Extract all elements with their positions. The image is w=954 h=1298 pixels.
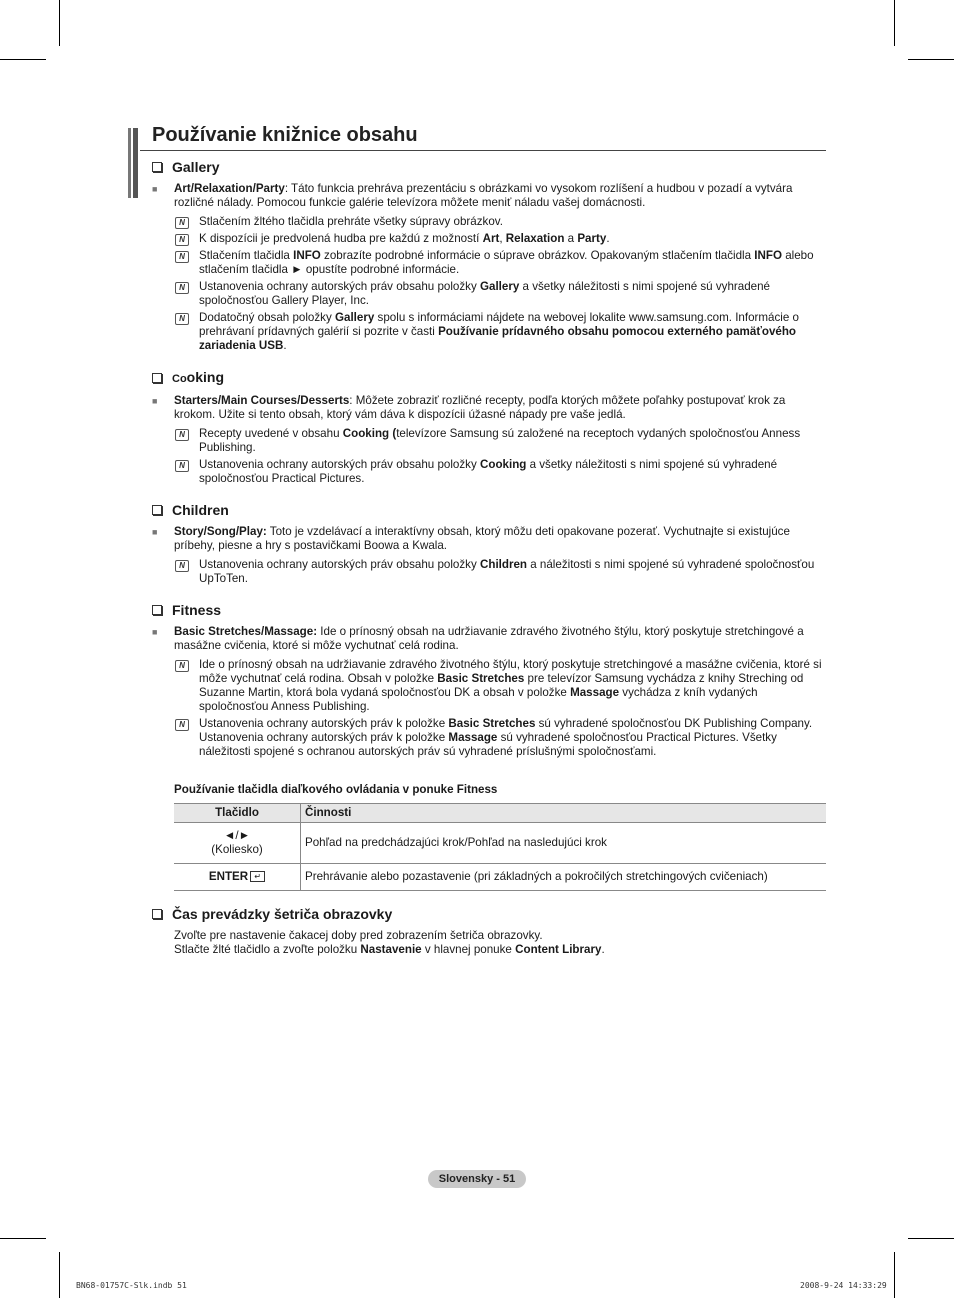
crop-mark	[0, 59, 46, 60]
note: N Recepty uvedené v obsahu Cooking (televízore Samsung sú založené na receptoch vydaných spoločnosťou Anness Publishing.	[174, 427, 826, 455]
list-item: ■ Story/Song/Play: Toto je vzdelávací a interaktívny obsah, ktorý môžu deti opakovane pozerať. Vychutnajte si existujúce príbehy, piesne a hry s postavičkami Boowa a Kwala.	[152, 525, 790, 552]
table-row	[174, 864, 826, 891]
section-heading-cooking: Cooking	[152, 370, 826, 386]
column-header: Činnosti	[301, 804, 827, 823]
paragraph: Stlačte žlté tlačidlo a zvoľte položku Nastavenie v hlavnej ponuke Content Library.	[174, 943, 605, 956]
note-icon: N	[175, 282, 189, 294]
paragraph: Zvoľte pre nastavenie čakacej doby pred zobrazením šetriča obrazovky.	[174, 929, 543, 942]
note-icon: N	[175, 251, 189, 263]
print-info-left: BN68-01757C-Slk.indb 51	[76, 1281, 187, 1290]
note-icon: N	[175, 660, 189, 672]
table-row	[174, 823, 826, 864]
list-item: ■ Basic Stretches/Massage: Ide o prínosný obsah na udržiavanie zdravého životného štýlu, ktorý poskytuje stretchingové a masážne cvičenia, ktoré si môže vychutnať celá rodina.	[152, 625, 804, 652]
crop-mark	[59, 0, 60, 46]
checkbox-icon	[152, 909, 162, 919]
title-side-bar	[133, 128, 138, 198]
note: N Ide o prínosný obsah na udržiavanie zdravého životného štýlu, ktorý poskytuje stretchingové a masážne cvičenia, ktoré si môže vychutnať celá rodina. Obsah v položke Basic Stretches pre televízor Samsung vychádza z knihy Streching od Suzanne Martin, ktorá bola vydaná spoločnosťou DK a obsah v položke Massage vychádza z kníh vydaných spoločnosťou Anness Publishing.	[174, 658, 826, 714]
checkbox-icon	[152, 605, 162, 615]
note-icon: N	[175, 217, 189, 229]
table-cell: Prehrávanie alebo pozastavenie (pri základných a pokročilých stretchingových cvičeniach)	[301, 864, 827, 891]
note: N Stlačením žltého tlačidla prehráte všetky súpravy obrázkov.	[174, 215, 826, 229]
note-icon: N	[175, 234, 189, 246]
note-icon: N	[175, 719, 189, 731]
note-icon: N	[175, 560, 189, 572]
note-icon: N	[175, 460, 189, 472]
table-header-row	[174, 804, 826, 823]
page-number-badge: Slovensky - 51	[428, 1170, 526, 1188]
column-header: Tlačidlo	[174, 804, 301, 823]
table-cell: Pohľad na predchádzajúci krok/Pohľad na nasledujúci krok	[301, 823, 827, 864]
print-info-right: 2008-9-24 14:33:29	[800, 1281, 887, 1290]
table-cell: ◄/► (Koliesko)	[174, 823, 301, 864]
section-heading-fitness: Fitness	[152, 603, 826, 617]
section-heading-screensaver: Čas prevádzky šetriča obrazovky	[152, 907, 826, 921]
square-bullet-icon: ■	[152, 396, 158, 406]
list-item: ■ Art/Relaxation/Party: Táto funkcia prehráva prezentáciu s obrázkami vo vysokom rozlíšení a hudbou v pozadí a vytvára rozličné nálady. Pomocou funkcie galérie televízora môžete meniť náladu vašej domácnosti.	[152, 182, 793, 209]
square-bullet-icon: ■	[152, 184, 158, 194]
remote-control-table	[174, 803, 826, 891]
table-cell: ENTER ↵	[174, 864, 301, 891]
note: N Ustanovenia ochrany autorských práv obsahu položky Cooking a všetky náležitosti s nimi spojené sú vyhradené spoločnosťou Practical Pictures.	[174, 458, 826, 486]
note: N Stlačením tlačidla INFO zobrazíte podrobné informácie o súprave obrázkov. Opakovaným stlačením tlačidla INFO alebo stlačením tlačidla ► opustíte podrobné informácie.	[174, 249, 826, 277]
note-icon: N	[175, 313, 189, 325]
note: N Ustanovenia ochrany autorských práv obsahu položky Gallery a všetky náležitosti s nimi spojené sú vyhradené spoločnosťou Gallery Player, Inc.	[174, 280, 826, 308]
title-rule	[140, 150, 826, 151]
crop-mark	[894, 1252, 895, 1298]
page-title: Používanie knižnice obsahu	[152, 124, 418, 146]
crop-mark	[0, 1238, 46, 1239]
note: N Ustanovenia ochrany autorských práv obsahu položky Children a náležitosti s nimi spojené sú vyhradené spoločnosťou UpToTen.	[174, 558, 826, 586]
enter-key-icon: ↵	[250, 871, 265, 882]
checkbox-icon	[152, 505, 162, 515]
list-item: ■ Starters/Main Courses/Desserts: Môžete zobraziť rozličné recepty, podľa ktorých môžete poľahky postupovať krok za krokom. Užite si tento obsah, ktorý vám dáva k dispozícii úžasné nápady pre vaše jedlá.	[152, 394, 786, 421]
title-side-bar	[128, 128, 131, 198]
square-bullet-icon: ■	[152, 527, 158, 537]
section-heading-gallery: Gallery	[152, 160, 826, 174]
section-heading-children: Children	[152, 503, 826, 517]
table-caption: Používanie tlačidla diaľkového ovládania v ponuke Fitness	[174, 783, 498, 796]
main-content	[152, 160, 826, 957]
crop-mark	[59, 1252, 60, 1298]
note: N K dispozícii je predvolená hudba pre každú z možností Art, Relaxation a Party.	[174, 232, 826, 246]
note: N Dodatočný obsah položky Gallery spolu s informáciami nájdete na webovej lokalite www.samsung.com. Informácie o prehrávaní prídavných galérií si pozrite v časti Používanie prídavného obsahu pomocou externého pamäťového zariadenia USB.	[174, 311, 826, 353]
crop-mark	[908, 1238, 954, 1239]
crop-mark	[908, 59, 954, 60]
square-bullet-icon: ■	[152, 627, 158, 637]
checkbox-icon	[152, 373, 162, 383]
note-icon: N	[175, 429, 189, 441]
checkbox-icon	[152, 162, 162, 172]
crop-mark	[894, 0, 895, 46]
note: N Ustanovenia ochrany autorských práv k položke Basic Stretches sú vyhradené spoločnosťou DK Publishing Company. Ustanovenia ochrany autorských práv k položke Massage sú vyhradené spoločnosťou Practical Pictures. Všetky náležitosti spojené s ochranou autorských práv sú vyhradené príslušnými spoločnosťami.	[174, 717, 826, 759]
